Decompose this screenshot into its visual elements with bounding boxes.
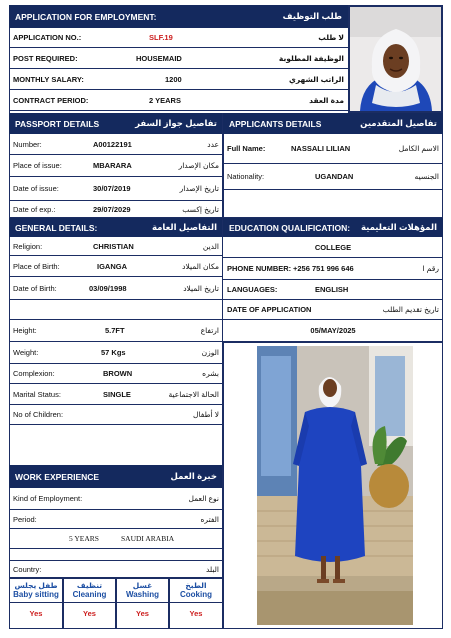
work-row-country: Country: البلد [9, 561, 223, 578]
skill-label-ar: غسل [132, 581, 153, 590]
skill-cell-washing [116, 578, 169, 629]
work-header [9, 465, 223, 488]
general-row-complexion: Complexion: BROWN بشره [9, 364, 223, 384]
skill-label-ar: الطبخ [185, 581, 207, 590]
work-title: WORK EXPERIENCE [15, 471, 100, 482]
skill-cell-cooking [169, 578, 223, 629]
general-row-birthdate: Date of Birth: 03/09/1998 تاريخ الميلاد [9, 277, 223, 300]
work-row-period-label: Period: الفتره [9, 510, 223, 529]
column-divider [222, 113, 223, 629]
education-header [223, 218, 443, 237]
education-row-phone: PHONE NUMBER: +256 751 996 646 رقم ا [223, 258, 443, 280]
work-title-ar: خبرة العمل [170, 471, 217, 481]
applicant-title-ar: تفاصيل المتقدمين [360, 118, 437, 128]
education-title: EDUCATION QUALIFICATION: [229, 222, 351, 233]
application-header [9, 5, 348, 28]
education-row-date-value [223, 320, 443, 342]
general-row-marital: Marital Status: SINGLE الحالة الاجتماعية [9, 384, 223, 405]
passport-row-number: Number: A00122191 عدد [9, 134, 223, 155]
skill-cell-baby-sitting [9, 578, 63, 629]
education-level: COLLEGE [314, 242, 352, 252]
app-row-salary: MONTHLY SALARY: 1200 الراتب الشهري [9, 69, 348, 90]
full-body-photo-frame [223, 342, 443, 629]
application-title: APPLICATION FOR EMPLOYMENT: [15, 11, 157, 22]
general-blank-area [9, 425, 223, 465]
skill-label-en: Cleaning [72, 590, 107, 599]
skill-value: Yes [136, 609, 149, 618]
applicant-row-name: Full Name: NASSALI LILIAN الاسم الكامل [223, 134, 443, 164]
skill-value: Yes [83, 609, 96, 618]
work-period-years: 5 YEARS [69, 534, 99, 543]
app-row-number: APPLICATION NO.: SLF.19 لا طلب [9, 28, 348, 48]
app-row-post: POST REQUIRED: HOUSEMAID الوظيفة المطلوبة [9, 48, 348, 69]
passport-title: PASSPORT DETAILS [15, 118, 100, 129]
education-row-languages: LANGUAGES: ENGLISH [223, 280, 443, 300]
portrait-frame [348, 5, 443, 113]
general-title: GENERAL DETAILS: [15, 222, 98, 233]
skill-value: Yes [29, 609, 43, 618]
passport-header [9, 113, 223, 134]
general-row-height: Height: 5.7FT ارتفاع [9, 320, 223, 342]
general-row-religion: Religion: CHRISTIAN الدين [9, 237, 223, 256]
app-row-contract: CONTRACT PERIOD: 2 YEARS مدة العقد [9, 90, 348, 111]
skill-label-en: Washing [125, 590, 160, 599]
phone-number: +256 751 996 646 [293, 264, 354, 273]
applicant-row-nationality: Nationality: UGANDAN الجنسيه [223, 164, 443, 190]
education-row-level [223, 237, 443, 258]
skill-label-en: Baby sitting [13, 590, 59, 599]
date-of-application: 05/MAY/2025 [310, 326, 356, 335]
general-row-spacer [9, 300, 223, 320]
passport-row-place: Place of issue: MBARARA مكان الإصدار [9, 155, 223, 177]
application-title-ar: طلب التوظيف [282, 11, 342, 21]
skills-table [9, 578, 223, 629]
general-row-birthplace: Place of Birth: IGANGA مكان الميلاد [9, 256, 223, 277]
education-title-ar: المؤهلات التعليمية [360, 222, 437, 232]
passport-title-ar: تفاصيل جواز السفر [135, 118, 217, 128]
passport-row-issue: Date of issue: 30/07/2019 تاريخ الإصدار [9, 177, 223, 201]
general-row-children: No of Children: لا أطفال [9, 405, 223, 425]
general-header [9, 218, 223, 237]
education-row-date-label: DATE OF APPLICATION تاريخ تقديم الطلب [223, 300, 443, 320]
applicant-header [223, 113, 443, 134]
skill-label-ar: طفل يجلس [14, 581, 58, 590]
applicant-title: APPLICANTS DETAILS [229, 118, 322, 129]
skill-value: Yes [189, 609, 203, 618]
work-box [9, 488, 223, 578]
general-row-weight: Weight: 57 Kgs الوزن [9, 342, 223, 364]
work-row-kind: Kind of Employment: نوع العمل [9, 488, 223, 510]
work-period-country: SAUDI ARABIA [121, 534, 175, 543]
skill-label-en: Cooking [180, 590, 212, 599]
passport-row-expiry: Date of exp.: 29/07/2029 تاريخ إكسب [9, 201, 223, 218]
skill-label-ar: تنظيف [76, 581, 103, 590]
application-number: SLF.19 [149, 33, 173, 42]
general-title-ar: التفاصيل العامة [151, 222, 217, 232]
skill-cell-cleaning [63, 578, 116, 629]
